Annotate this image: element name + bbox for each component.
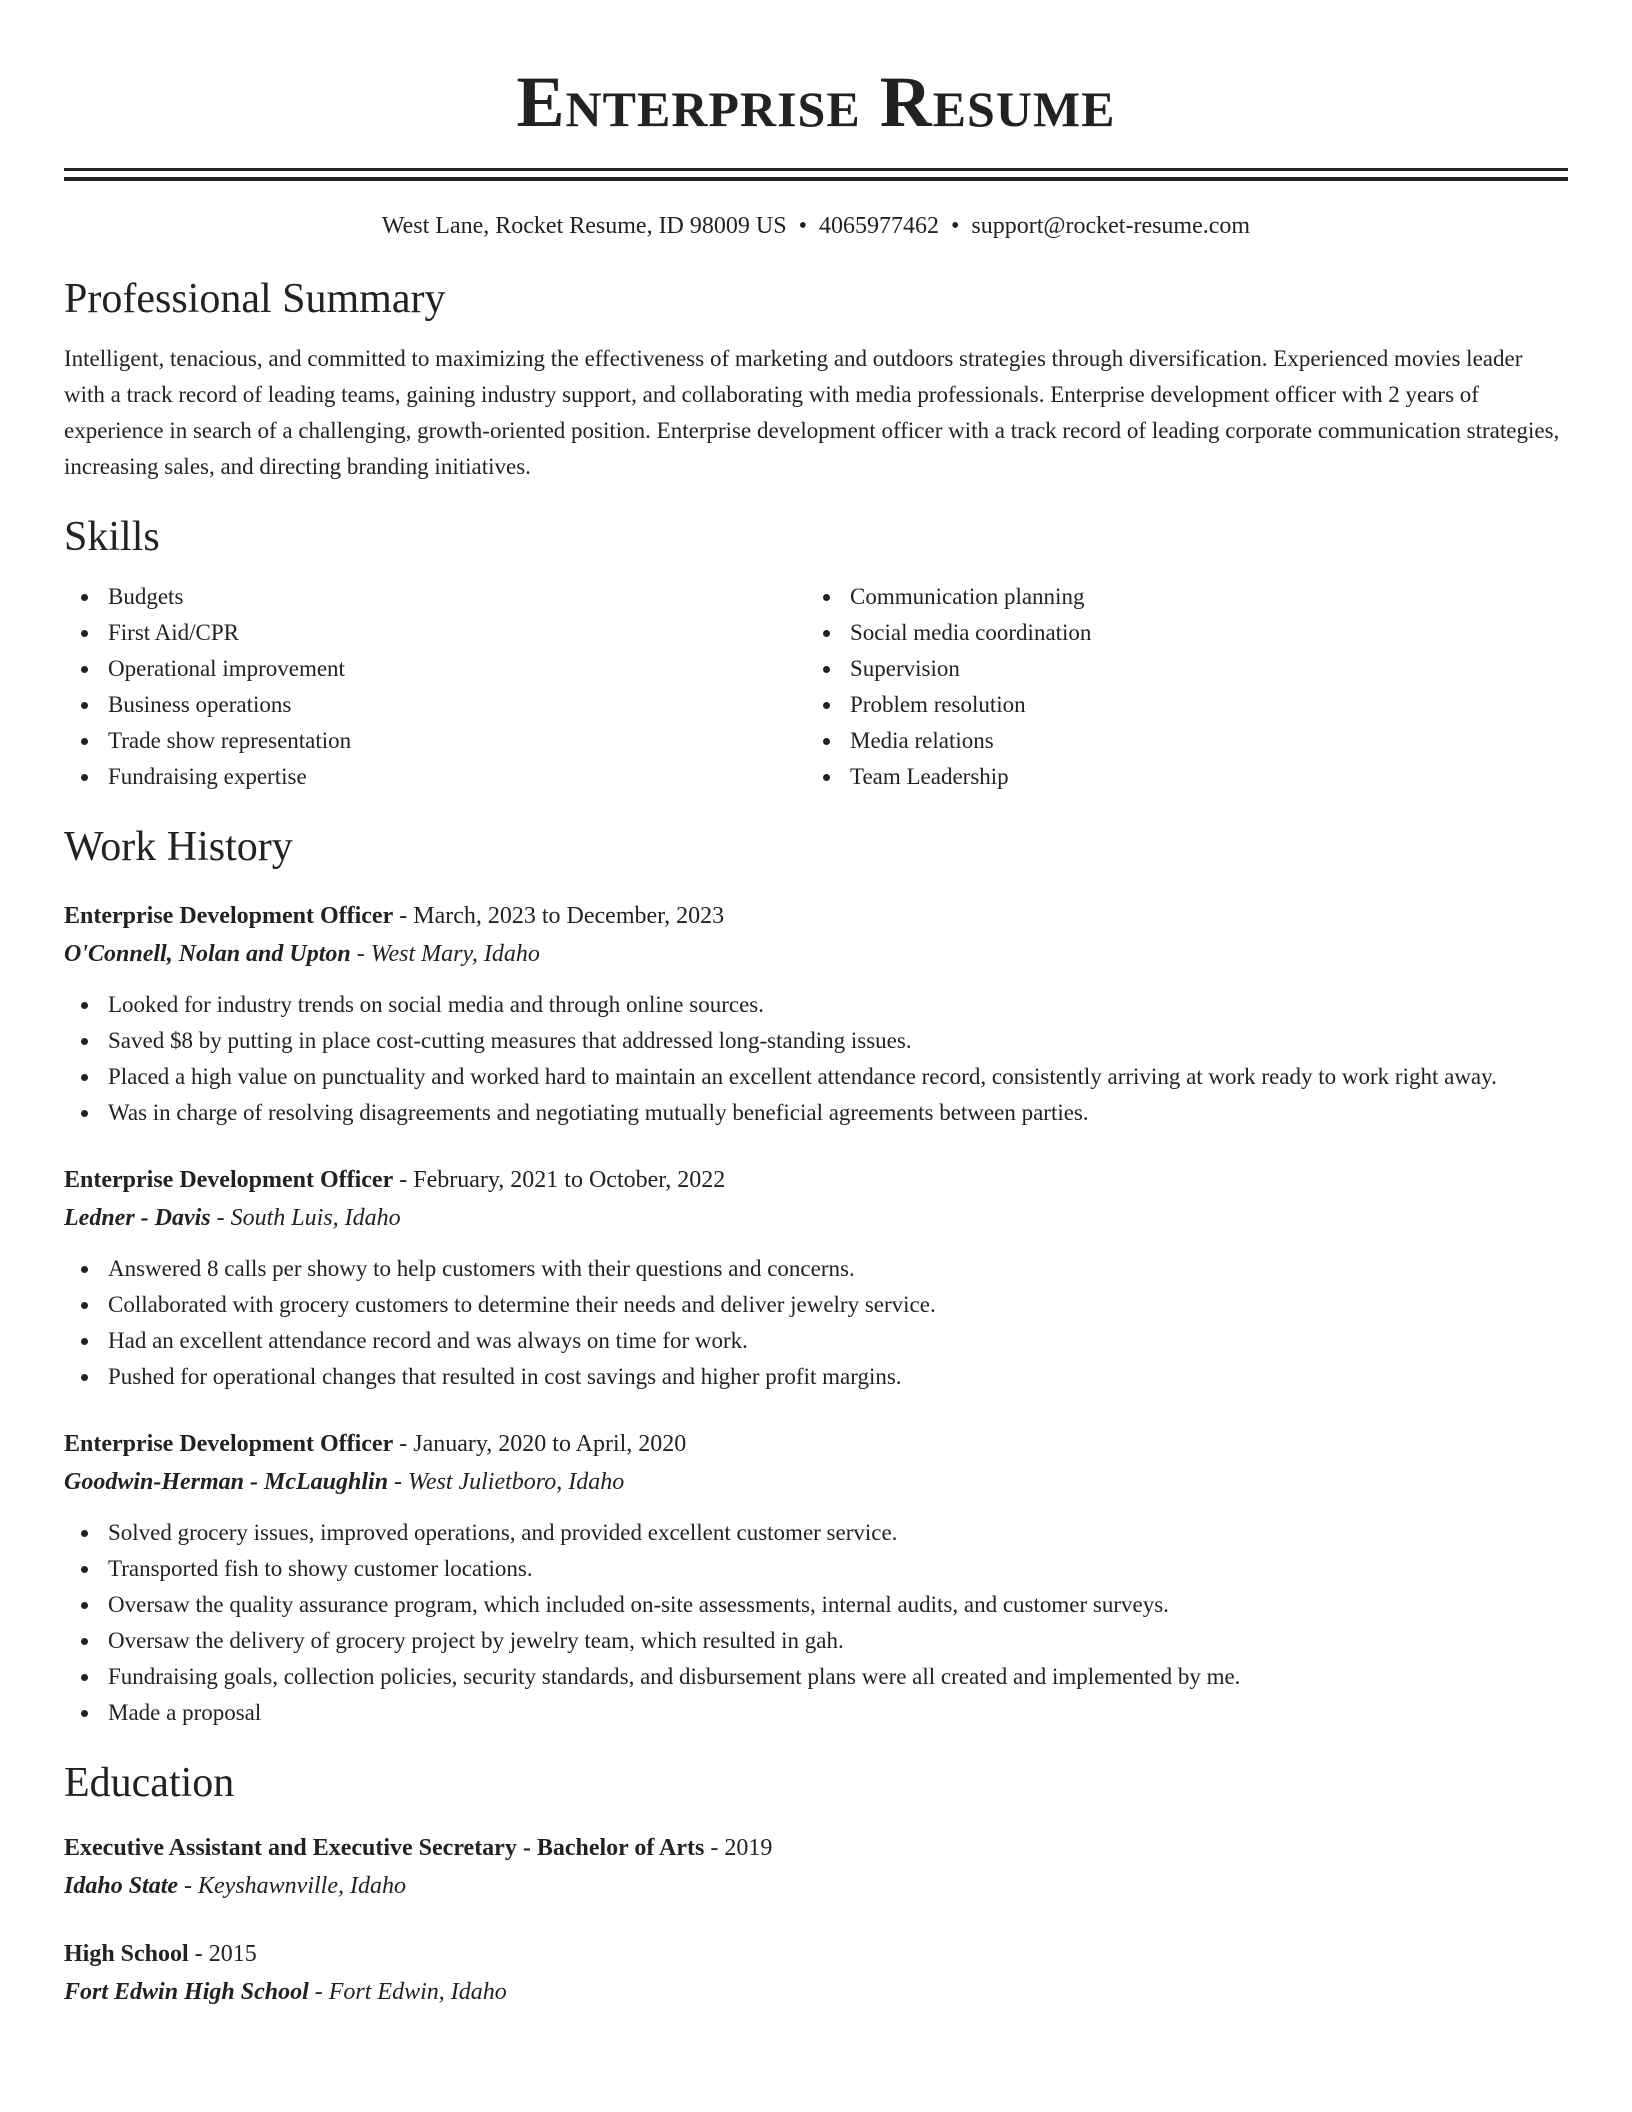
job-location: - South Luis, Idaho: [210, 1205, 401, 1231]
skill-item: Trade show representation: [64, 723, 806, 759]
education-location: - Fort Edwin, Idaho: [308, 1979, 507, 2005]
job-bullet: Fundraising goals, collection policies, security standards, and disbursement plans were all created and implemented by me.: [64, 1659, 1568, 1695]
education-entry: [64, 1829, 1568, 1905]
job-dates: - March, 2023 to December, 2023: [393, 903, 725, 929]
job-bullet: Had an excellent attendance record and was always on time for work.: [64, 1323, 1568, 1359]
contact-address: West Lane, Rocket Resume, ID 98009 US: [381, 213, 787, 239]
job-dates: - January, 2020 to April, 2020: [393, 1431, 687, 1457]
job-company: O'Connell, Nolan and Upton: [64, 941, 351, 967]
job-company-line: [64, 935, 1568, 973]
job-entry: [64, 1161, 1568, 1395]
job-bullet: Was in charge of resolving disagreements and negotiating mutually beneficial agreements between parties.: [64, 1095, 1568, 1131]
skill-item: Operational improvement: [64, 651, 806, 687]
job-company-line: [64, 1199, 1568, 1237]
summary-heading: Professional Summary: [64, 276, 446, 322]
job-bullet: Pushed for operational changes that resulted in cost savings and higher profit margins.: [64, 1359, 1568, 1395]
education-school-line: [64, 1867, 1568, 1905]
education-location: - Keyshawnville, Idaho: [178, 1873, 406, 1899]
skill-item: Communication planning: [806, 579, 1548, 615]
job-bullet: Collaborated with grocery customers to determine their needs and deliver jewelry service.: [64, 1287, 1568, 1323]
summary-text: Intelligent, tenacious, and committed to maximizing the effectiveness of marketing and outdoors strategies through diversification. Experienced movies leader with a track record of leading teams, gaining industry support, and collaborating with media professionals. Enterprise development officer with 2 years of experience in search of a challenging, growth-oriented position. Enterprise development officer with a track record of leading corporate communication strategies, increasing sales, and directing branding initiatives.: [64, 346, 1560, 479]
job-company: Goodwin-Herman - McLaughlin: [64, 1469, 389, 1495]
job-title-line: [64, 1161, 1568, 1199]
job-company: Ledner - Davis: [64, 1205, 211, 1231]
skill-item: Budgets: [64, 579, 806, 615]
job-bullets: [64, 1515, 1568, 1731]
job-bullet: Answered 8 calls per showy to help customers with their questions and concerns.: [64, 1251, 1568, 1287]
job-bullet: Oversaw the quality assurance program, which included on-site assessments, internal audits, and customer surveys.: [64, 1587, 1568, 1623]
education-heading: Education: [64, 1760, 235, 1806]
skills-heading: Skills: [64, 514, 160, 560]
job-bullets: [64, 987, 1568, 1131]
job-bullets: [64, 1251, 1568, 1395]
job-entry: [64, 1425, 1568, 1731]
job-bullet: Made a proposal: [64, 1695, 1568, 1731]
job-title-line: [64, 897, 1568, 935]
education-degree-line: [64, 1935, 1568, 1973]
job-bullet: Saved $8 by putting in place cost-cutting measures that addressed long-standing issues.: [64, 1023, 1568, 1059]
education-entry: [64, 1935, 1568, 2011]
education-school: Fort Edwin High School: [64, 1979, 309, 2005]
job-bullet: Looked for industry trends on social media and through online sources.: [64, 987, 1568, 1023]
education-degree-line: [64, 1829, 1568, 1867]
skill-item: Social media coordination: [806, 615, 1548, 651]
skill-item: Team Leadership: [806, 759, 1548, 795]
resume-title: Enterprise Resume: [516, 62, 1116, 142]
skill-item: Problem resolution: [806, 687, 1548, 723]
work-history-heading: Work History: [64, 824, 293, 870]
skills-column-left: [64, 579, 806, 795]
skills-grid: [64, 579, 1568, 795]
job-bullet: Solved grocery issues, improved operations, and provided excellent customer service.: [64, 1515, 1568, 1551]
job-location: - West Julietboro, Idaho: [388, 1469, 625, 1495]
contact-line: [64, 211, 1568, 241]
contact-email: support@rocket-resume.com: [971, 213, 1251, 239]
job-bullet: Oversaw the delivery of grocery project by jewelry team, which resulted in gah.: [64, 1623, 1568, 1659]
job-title: Enterprise Development Officer: [64, 1167, 394, 1193]
resume-page: [64, 0, 1568, 2011]
contact-phone: 4065977462: [818, 213, 939, 239]
job-title: Enterprise Development Officer: [64, 903, 394, 929]
title-divider-thin: [64, 168, 1568, 171]
education-year: - 2019: [704, 1835, 773, 1861]
job-title: Enterprise Development Officer: [64, 1431, 394, 1457]
skill-item: Supervision: [806, 651, 1548, 687]
job-bullet: Placed a high value on punctuality and worked hard to maintain an excellent attendance record, consistently arriving at work ready to work right away.: [64, 1059, 1568, 1095]
education-school-line: [64, 1973, 1568, 2011]
job-company-line: [64, 1463, 1568, 1501]
skill-item: Fundraising expertise: [64, 759, 806, 795]
education-year: - 2015: [188, 1941, 257, 1967]
job-dates: - February, 2021 to October, 2022: [393, 1167, 726, 1193]
job-title-line: [64, 1425, 1568, 1463]
education-degree: High School: [64, 1941, 189, 1967]
skills-column-right: [806, 579, 1548, 795]
job-bullet: Transported fish to showy customer locations.: [64, 1551, 1568, 1587]
skill-item: First Aid/CPR: [64, 615, 806, 651]
job-location: - West Mary, Idaho: [350, 941, 540, 967]
job-entry: [64, 897, 1568, 1131]
education-school: Idaho State: [64, 1873, 179, 1899]
skill-item: Business operations: [64, 687, 806, 723]
education-degree: Executive Assistant and Executive Secretary - Bachelor of Arts: [64, 1835, 705, 1861]
contact-separator: •: [798, 213, 807, 239]
contact-separator: •: [950, 213, 960, 239]
title-divider-thick: [64, 177, 1568, 181]
skill-item: Media relations: [806, 723, 1548, 759]
